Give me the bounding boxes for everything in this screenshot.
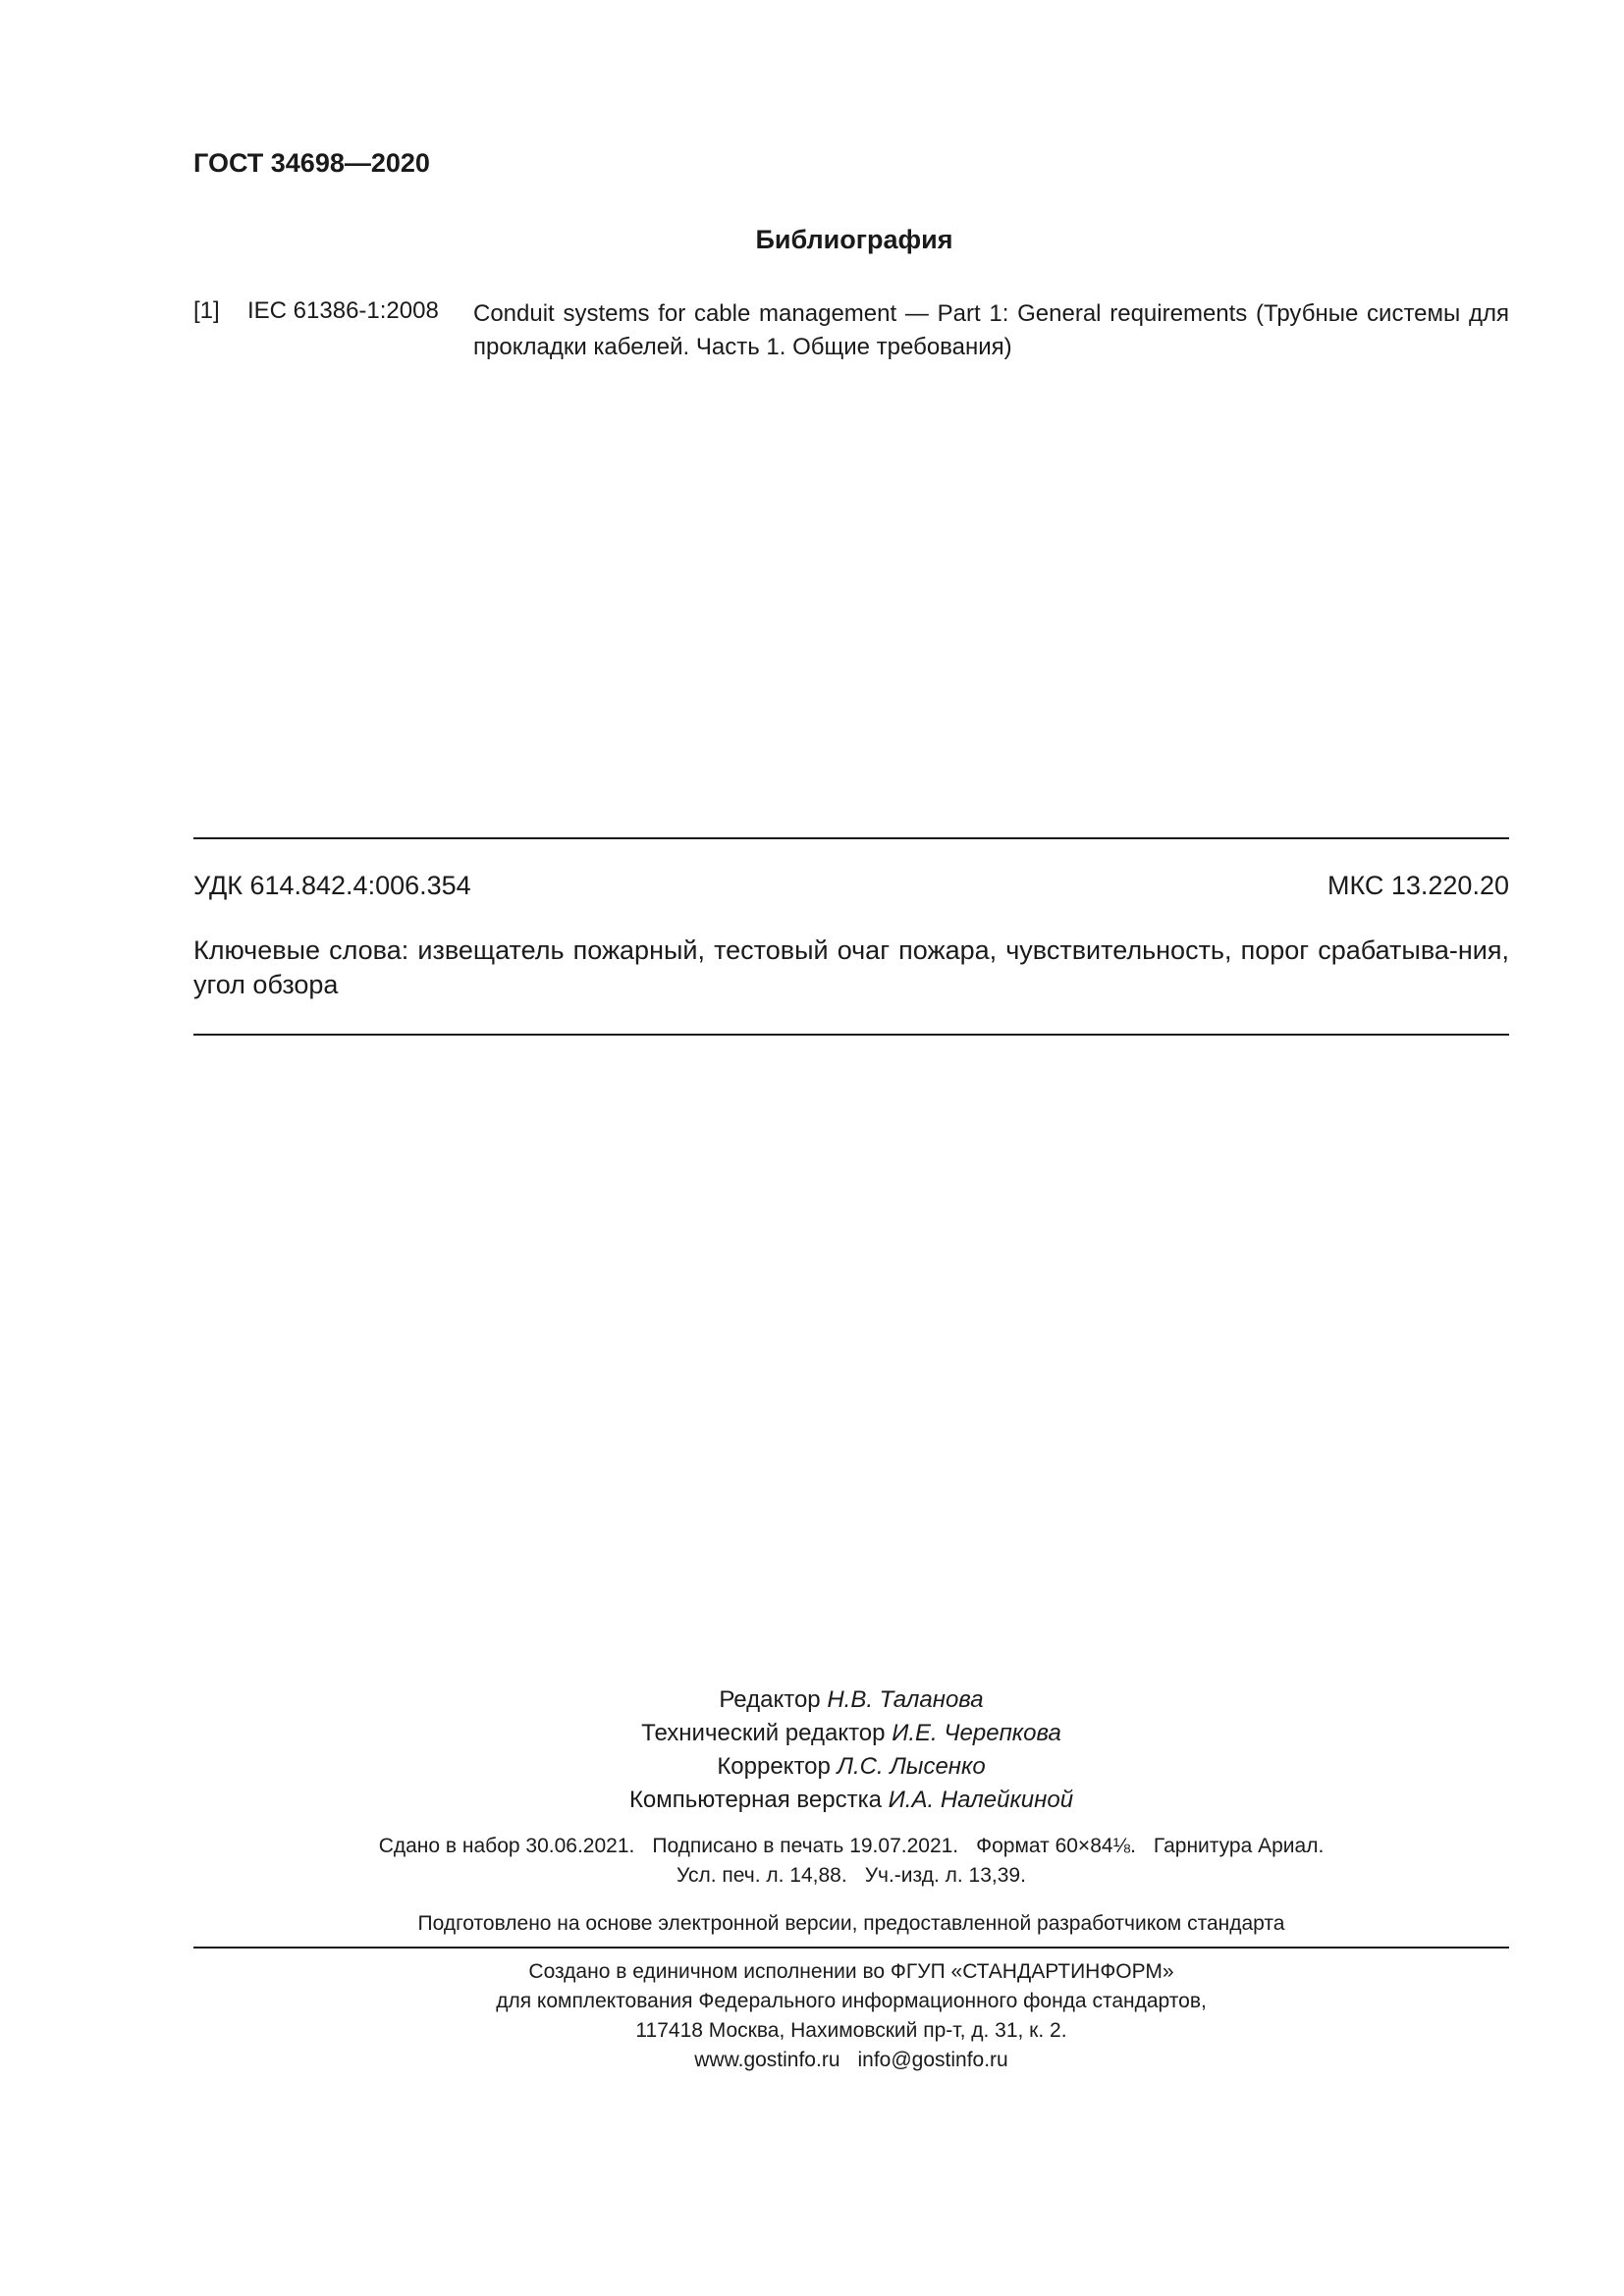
publisher-contacts	[193, 2046, 1509, 2075]
imprint-format: Формат 60×84⅛.	[976, 1835, 1136, 1857]
credit-tech-editor-name: И.Е. Черепкова	[892, 1720, 1061, 1746]
imprint-line-1	[193, 1832, 1509, 1861]
mks-code: МКС 13.220.20	[1326, 871, 1509, 900]
divider-top	[193, 837, 1509, 839]
credit-corrector-name: Л.С. Лысенко	[837, 1753, 986, 1780]
credit-layout-name: И.А. Налейкиной	[888, 1787, 1074, 1813]
publisher-email[interactable]: info@gostinfo.ru	[857, 2049, 1008, 2071]
imprint-block	[193, 1832, 1509, 1891]
publisher-line-1: Создано в единичном исполнении во ФГУП «СТАНДАРТИНФОРМ»	[528, 1960, 1174, 1983]
imprint-signed: Подписано в печать 19.07.2021.	[652, 1835, 959, 1857]
divider-publisher	[193, 1947, 1509, 1949]
publisher-address: 117418 Москва, Нахимовский пр-т, д. 31, к. 2.	[635, 2019, 1067, 2042]
credit-layout: Компьютерная верстка И.А. Налейкиной	[628, 1787, 1074, 1813]
imprint-publisher-sheets: Уч.-изд. л. 13,39.	[864, 1864, 1026, 1887]
bibliography-entry-reference: IEC 61386-1:2008	[247, 297, 439, 324]
divider-keywords	[193, 1034, 1509, 1036]
publisher-website[interactable]: www.gostinfo.ru	[694, 2049, 840, 2071]
publisher-line-2: для комплектования Федерального информационного фонда стандартов,	[496, 1990, 1207, 2012]
publisher-block	[193, 1957, 1509, 2075]
udk-code: УДК 614.842.4:006.354	[193, 871, 471, 900]
imprint-submitted: Сдано в набор 30.06.2021.	[378, 1835, 635, 1857]
standard-code: ГОСТ 34698—2020	[193, 148, 430, 178]
imprint-line-2	[193, 1861, 1509, 1891]
keywords: Ключевые слова: извещатель пожарный, тестовый очаг пожара, чувствительность, порог срабатыва-ния, угол обзора	[193, 935, 1509, 999]
imprint-typeface: Гарнитура Ариал.	[1153, 1835, 1325, 1857]
credit-corrector: Корректор Л.С. Лысенко	[717, 1753, 986, 1780]
credit-editor: Редактор Н.В. Таланова	[719, 1686, 984, 1713]
bibliography-title: Библиография	[755, 225, 953, 254]
credit-editor-name: Н.В. Таланова	[827, 1686, 984, 1713]
prepared-note: Подготовлено на основе электронной версии, предоставленной разработчиком стандарта	[417, 1912, 1285, 1935]
credit-tech-editor: Технический редактор И.Е. Черепкова	[641, 1720, 1061, 1746]
bibliography-entry-text: Conduit systems for cable management — Part 1: General requirements (Трубные системы для прокладки кабелей. Часть 1. Общие требования)	[473, 300, 1509, 360]
bibliography-entry-number: [1]	[193, 297, 220, 324]
credits-block	[193, 1683, 1509, 1817]
imprint-print-sheets: Усл. печ. л. 14,88.	[677, 1864, 847, 1887]
